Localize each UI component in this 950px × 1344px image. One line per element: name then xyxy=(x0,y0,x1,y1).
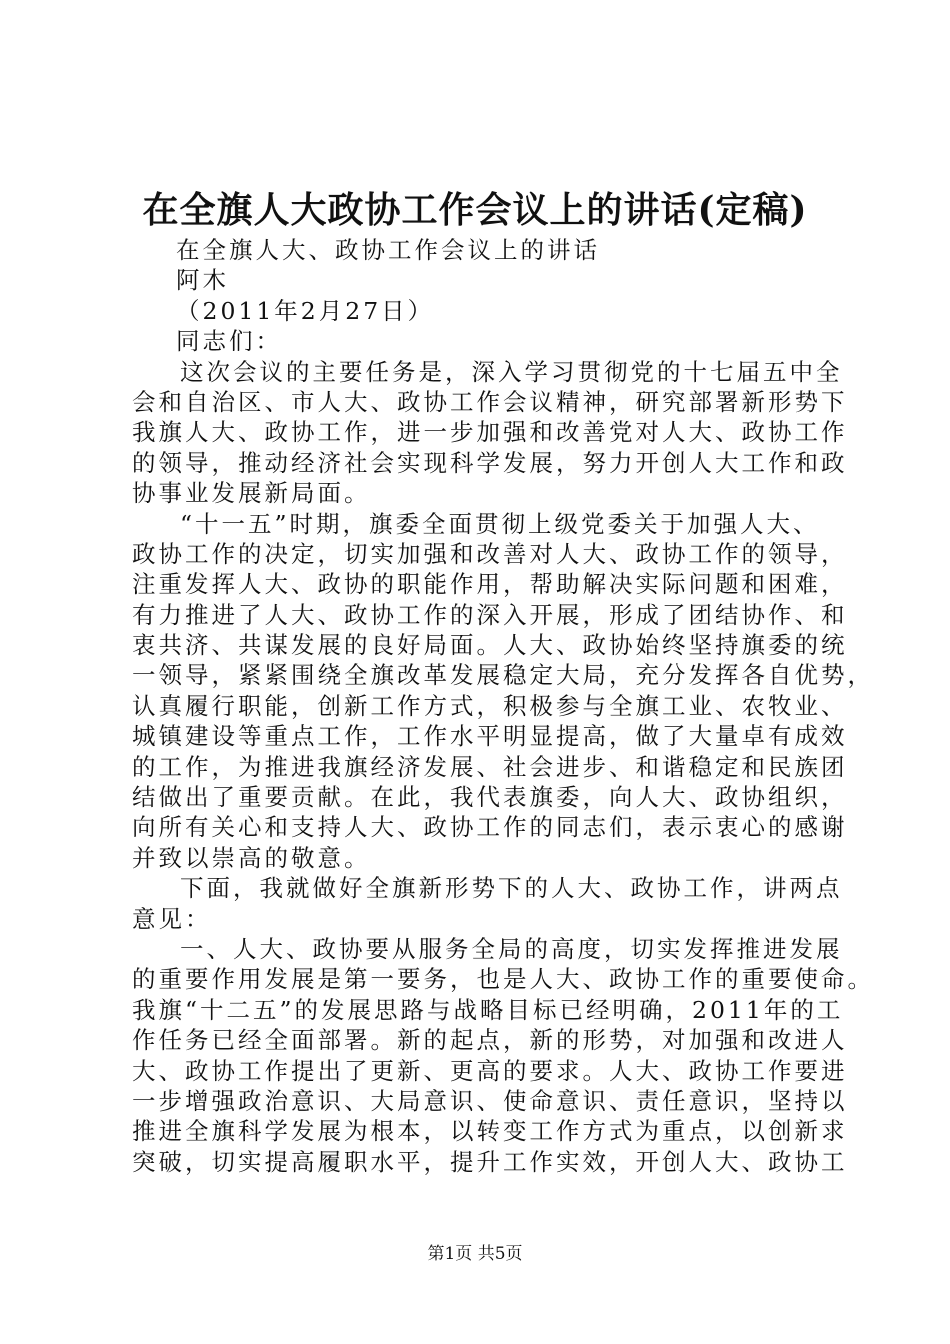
body-line: 有力推进了人大、政协工作的深入开展，形成了团结协作、和 xyxy=(132,600,848,629)
body-line: 并致以崇高的敬意。 xyxy=(132,843,371,872)
page-footer: 第1页 共5页 xyxy=(427,1244,523,1264)
body-line: 会和自治区、市人大、政协工作会议精神，研究部署新形势下 xyxy=(132,387,848,416)
body-line: 同志们： xyxy=(176,327,282,356)
body-line: 注重发挥人大、政协的职能作用，帮助解决实际问题和困难， xyxy=(132,570,848,599)
body-line: 一、人大、政协要从服务全局的高度，切实发挥推进发展 xyxy=(180,934,843,963)
body-line: 政协工作的决定，切实加强和改善对人大、政协工作的领导， xyxy=(132,539,848,568)
body-line: 的领导，推动经济社会实现科学发展，努力开创人大工作和政 xyxy=(132,448,848,477)
body-line: 认真履行职能，创新工作方式，积极参与全旗工业、农牧业、 xyxy=(132,691,848,720)
body-line: 意见： xyxy=(132,904,212,933)
body-line: 大、政协工作提出了更新、更高的要求。人大、政协工作要进 xyxy=(132,1056,848,1085)
body-line: 向所有关心和支持人大、政协工作的同志们，表示衷心的感谢 xyxy=(132,813,848,842)
body-line: 作任务已经全面部署。新的起点，新的形势，对加强和改进人 xyxy=(132,1026,848,1055)
body-line: 阿木 xyxy=(176,266,229,295)
body-line: 协事业发展新局面。 xyxy=(132,479,371,508)
document-title: 在全旗人大政协工作会议上的讲话(定稿) xyxy=(142,189,808,231)
body-line: 城镇建设等重点工作，工作水平明显提高，做了大量卓有成效 xyxy=(132,722,848,751)
document-body xyxy=(132,235,874,1177)
body-line: （2011年2月27日） xyxy=(176,296,435,325)
body-line: 一领导，紧紧围绕全旗改革发展稳定大局，充分发挥各自优势， xyxy=(132,661,874,690)
body-line: 衷共济、共谋发展的良好局面。人大、政协始终坚持旗委的统 xyxy=(132,631,848,660)
body-line: 这次会议的主要任务是，深入学习贯彻党的十七届五中全 xyxy=(180,357,843,386)
body-line: 我旗人大、政协工作，进一步加强和改善党对人大、政协工作 xyxy=(132,418,848,447)
body-line: “十一五”时期，旗委全面贯彻上级党委关于加强人大、 xyxy=(180,509,820,538)
body-line: 一步增强政治意识、大局意识、使命意识、责任意识，坚持以 xyxy=(132,1086,848,1115)
body-line: 我旗“十二五”的发展思路与战略目标已经明确，2011年的工 xyxy=(132,995,844,1024)
body-line: 的重要作用发展是第一要务，也是人大、政协工作的重要使命。 xyxy=(132,965,874,994)
body-line: 推进全旗科学发展为根本，以转变工作方式为重点，以创新求 xyxy=(132,1117,848,1146)
body-line: 结做出了重要贡献。在此，我代表旗委，向人大、政协组织， xyxy=(132,783,848,812)
body-line: 突破，切实提高履职水平，提升工作实效，开创人大、政协工 xyxy=(132,1147,848,1176)
body-line: 下面，我就做好全旗新形势下的人大、政协工作，讲两点 xyxy=(180,874,843,903)
body-line: 在全旗人大、政协工作会议上的讲话 xyxy=(176,236,600,264)
body-line: 的工作，为推进我旗经济发展、社会进步、和谐稳定和民族团 xyxy=(132,752,848,781)
